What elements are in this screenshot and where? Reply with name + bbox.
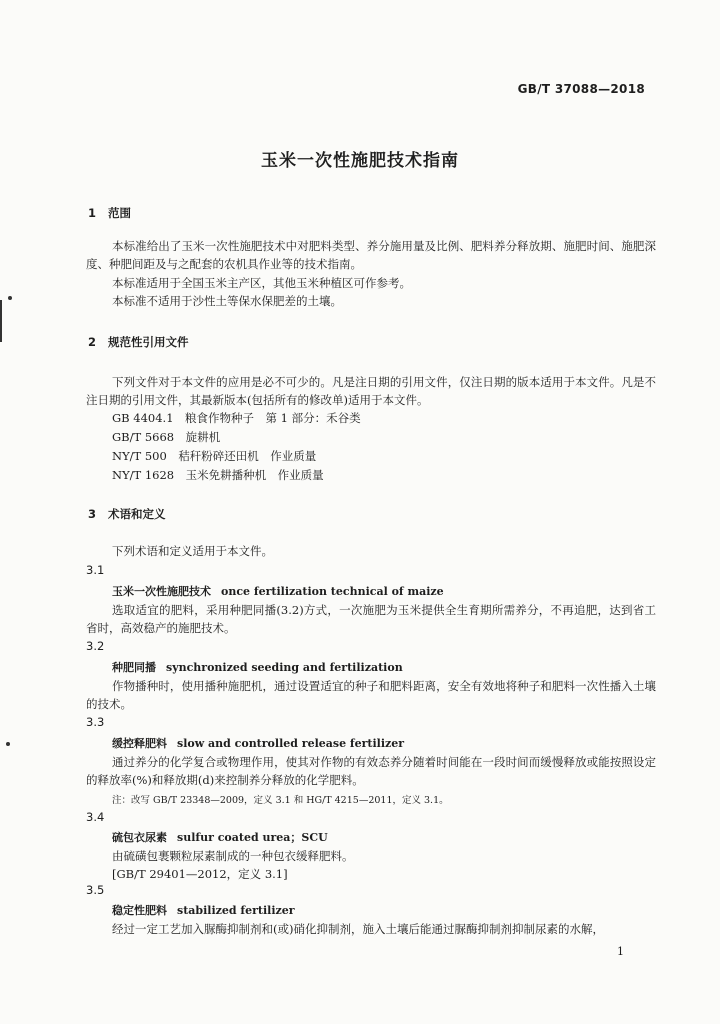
term-english: once fertilization technical of maize bbox=[221, 585, 444, 598]
section-number: 2 bbox=[88, 335, 97, 349]
scan-dot bbox=[6, 742, 10, 746]
section-2-heading bbox=[88, 334, 189, 350]
reference-item: NY/T 1628 玉米免耕播种机 作业质量 bbox=[112, 468, 324, 482]
term-chinese: 玉米一次性施肥技术 bbox=[112, 585, 211, 598]
term-source: [GB/T 29401—2012，定义 3.1] bbox=[112, 867, 288, 881]
scan-dot bbox=[8, 296, 12, 300]
section-2-paragraph: 下列文件对于本文件的应用是必不可少的。凡是注日期的引用文件，仅注日期的版本适用于本文件。凡是不注日期的引用文件，其最新版本(包括所有的修改单)适用于本文件。 bbox=[86, 375, 656, 407]
term-definition: 经过一定工艺加入脲酶抑制剂和(或)硝化抑制剂，施入土壤后能通过脲酶抑制剂抑制尿素的水解， bbox=[112, 922, 604, 936]
section-1-paragraph: 本标准适用于全国玉米主产区，其他玉米种植区可作参考。 bbox=[112, 276, 411, 290]
reference-item: GB/T 5668 旋耕机 bbox=[112, 430, 221, 444]
term-number: 3.4 bbox=[86, 810, 105, 824]
reference-item: NY/T 500 秸秆粉碎还田机 作业质量 bbox=[112, 449, 317, 463]
reference-item: GB 4404.1 粮食作物种子 第 1 部分：禾谷类 bbox=[112, 411, 361, 425]
term-number: 3.5 bbox=[86, 883, 105, 897]
term-english: sulfur coated urea；SCU bbox=[177, 831, 328, 844]
term-definition: 选取适宜的肥料，采用种肥同播(3.2)方式，一次施肥为玉米提供全生育期所需养分，不再追肥，达到省工省时，高效稳产的施肥技术。 bbox=[86, 603, 656, 635]
term-number: 3.2 bbox=[86, 639, 105, 653]
section-title: 术语和定义 bbox=[108, 507, 166, 521]
term-heading bbox=[112, 829, 328, 845]
term-heading bbox=[112, 902, 295, 918]
term-number: 3.3 bbox=[86, 715, 105, 729]
term-chinese: 缓控释肥料 bbox=[112, 737, 167, 750]
section-number: 3 bbox=[88, 507, 97, 521]
term-english: stabilized fertilizer bbox=[177, 904, 295, 917]
section-3-heading bbox=[88, 506, 166, 522]
section-number: 1 bbox=[88, 206, 97, 220]
scan-edge-mark bbox=[0, 300, 2, 342]
term-heading bbox=[112, 659, 403, 675]
term-english: synchronized seeding and fertilization bbox=[166, 661, 403, 674]
section-1-paragraph: 本标准不适用于沙性土等保水保肥差的土壤。 bbox=[112, 294, 342, 308]
term-definition: 通过养分的化学复合或物理作用，使其对作物的有效态养分随着时间能在一段时间而缓慢释放或能按照设定的释放率(%)和释放期(d)来控制养分释放的化学肥料。 bbox=[86, 755, 656, 787]
section-1-paragraph: 本标准给出了玉米一次性施肥技术中对肥料类型、养分施用量及比例、肥料养分释放期、施肥时间、施肥深度、种肥间距及与之配套的农机具作业等的技术指南。 bbox=[86, 239, 656, 271]
section-title: 范围 bbox=[108, 206, 131, 220]
section-title: 规范性引用文件 bbox=[108, 335, 189, 349]
term-heading bbox=[112, 583, 444, 599]
term-definition: 由硫磺包裹颗粒尿素制成的一种包衣缓释肥料。 bbox=[112, 849, 354, 863]
term-number: 3.1 bbox=[86, 563, 105, 577]
standard-code: GB/T 37088—2018 bbox=[517, 82, 645, 96]
term-chinese: 种肥同播 bbox=[112, 661, 156, 674]
term-english: slow and controlled release fertilizer bbox=[177, 737, 405, 750]
term-chinese: 稳定性肥料 bbox=[112, 904, 167, 917]
term-chinese: 硫包衣尿素 bbox=[112, 831, 167, 844]
document-title: 玉米一次性施肥技术指南 bbox=[261, 151, 459, 171]
section-3-intro: 下列术语和定义适用于本文件。 bbox=[112, 544, 273, 558]
term-note: 注：改写 GB/T 23348—2009，定义 3.1 和 HG/T 4215—2011，定义 3.1。 bbox=[112, 795, 449, 806]
page-number: 1 bbox=[617, 945, 624, 958]
term-definition: 作物播种时，使用播种施肥机，通过设置适宜的种子和肥料距离，安全有效地将种子和肥料一次性播入土壤的技术。 bbox=[86, 679, 656, 711]
section-1-heading bbox=[88, 205, 131, 221]
term-heading bbox=[112, 735, 404, 751]
